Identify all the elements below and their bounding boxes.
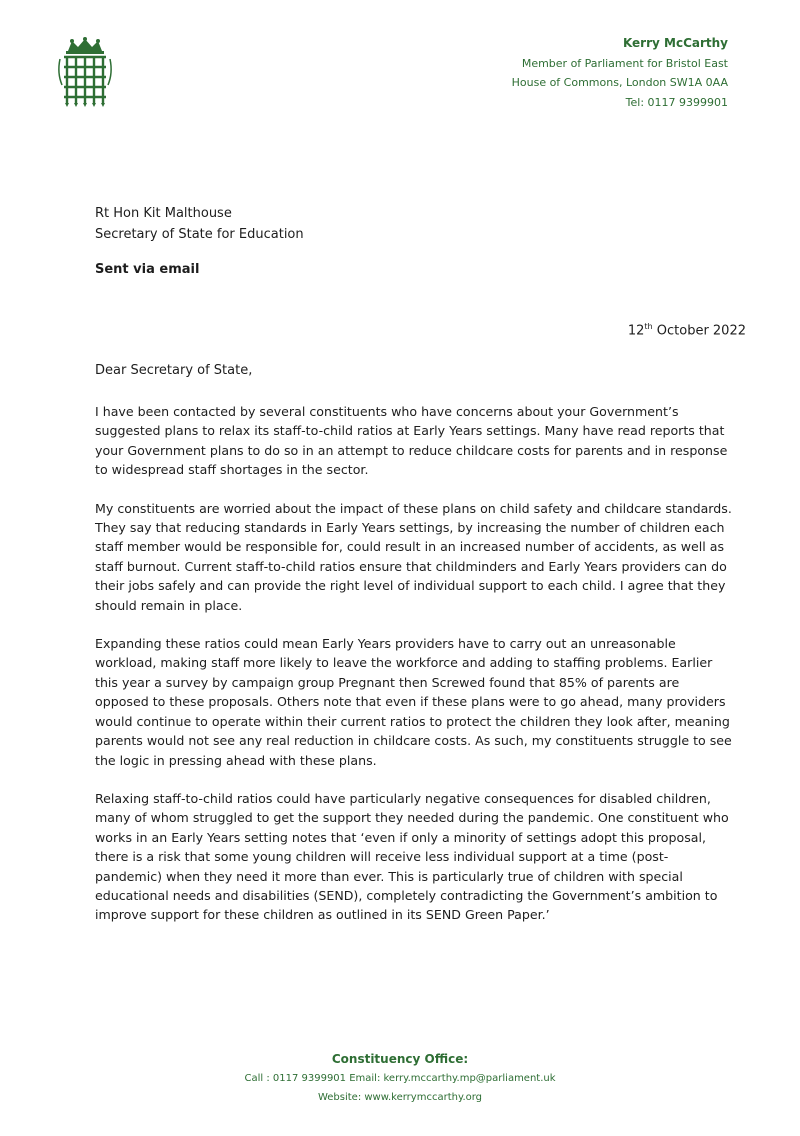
addressee-block: [95, 203, 304, 245]
body-paragraph: Expanding these ratios could mean Early Years providers have to carry out an unreasonable workload, making staff more likely to leave the workforce and adding to staffing problems. Earlier this year a survey by campaign group Pregnant then Screwed found that 85% of parents are opposed to these proposals. Others note that even if these plans were to go ahead, many providers would continue to operate within their current ratios to protect the children they look after, meaning parents would not see any real reduction in childcare costs. As such, my constituents struggle to see the logic in pressing ahead with these plans.: [95, 636, 732, 768]
body-paragraph: I have been contacted by several constituents who have concerns about your Government’s suggested plans to relax its staff-to-child ratios at Early Years settings. Many have read reports that your Government plans to do so in an attempt to reduce childcare costs for parents and in response to widespread staff shortages in the sector.: [95, 404, 728, 478]
date-day: 12: [627, 323, 645, 339]
letterhead: [512, 34, 728, 112]
footer-contact: Call : 0117 9399901 Email: kerry.mccarthy.mp@parliament.uk: [244, 1073, 556, 1084]
date-rest: October 2022: [652, 323, 746, 339]
body-paragraph: My constituents are worried about the impact of these plans on child safety and childcare standards. They say that reducing standards in Early Years settings, by increasing the number of children each staff member would be responsible for, could result in an increased number of accidents, as well as staff burnout. Current staff-to-child ratios ensure that childminders and Early Years providers can do their jobs safely and can provide the right level of individual support to each child. I agree that they should remain in place.: [95, 500, 732, 613]
mp-title: Member of Parliament for Bristol East: [521, 56, 728, 70]
sent-via-label: Sent via email: [95, 262, 200, 277]
mp-telephone: Tel: 0117 9399901: [625, 95, 728, 109]
addressee-role: Secretary of State for Education: [95, 227, 304, 242]
letter-body: [95, 402, 735, 944]
date-suffix: th: [644, 322, 653, 331]
mp-address: House of Commons, London SW1A 0AA: [511, 76, 728, 89]
body-paragraph: Relaxing staff-to-child ratios could have particularly negative consequences for disabled children, many of whom struggled to get the support they needed during the pandemic. One constituent who works in an Early Years setting notes that ‘even if only a minority of settings adopt this proposal, there is a risk that some young children will receive less individual support at a time (post-pandemic) when they need it more than ever. This is particularly true of children with special educational needs and disabilities (SEND), completely contradicting the Government’s ambition to improve support for these children as outlined in its SEND Green Paper.’: [95, 790, 729, 923]
addressee-name: Rt Hon Kit Malthouse: [95, 206, 232, 221]
salutation: Dear Secretary of State,: [95, 363, 253, 378]
constituency-office-footer: [0, 1050, 800, 1107]
mp-name: Kerry McCarthy: [622, 36, 728, 50]
footer-website: Website: www.kerrymccarthy.org: [317, 1092, 483, 1103]
footer-title: Constituency Office:: [331, 1052, 469, 1066]
letter-date: [628, 322, 746, 338]
portcullis-icon: [54, 37, 116, 107]
